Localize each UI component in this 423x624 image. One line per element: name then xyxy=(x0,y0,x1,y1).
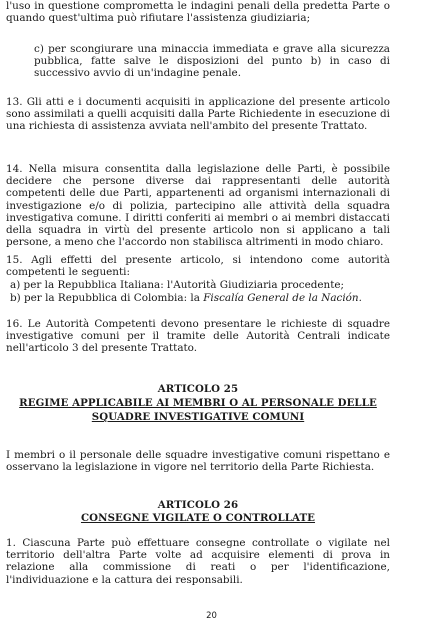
paragraph-13: 13. Gli atti e i documenti acquisiti in applicazione del presente articolo sono assimilati a quelli acquisiti dalla Parte Richiedente in esecuzione di una richiesta di assistenza avviata nell'ambito del presente Trattato. xyxy=(6,96,390,133)
paragraph-16: 16. Le Autorità Competenti devono presentare le richieste di squadre investigative comuni per il tramite delle Autorità Centrali indicate nell'articolo 3 del presente Trattato. xyxy=(6,318,390,355)
article-25-number: ARTICOLO 25 xyxy=(157,383,239,395)
article-26-body: 1. Ciascuna Parte può effettuare consegne controllate o vigilate nel territorio dell'altra Parte volte ad acquisire elementi di prova in relazione alla commissione di reati o per l'identificazione, l'individuazione e la cattura dei responsabili. xyxy=(6,537,390,586)
article-26-title: CONSEGNE VIGILATE O CONTROLLATE xyxy=(80,512,316,524)
paragraph-intro: l'uso in questione comprometta le indagini penali della predetta Parte o quando quest'ultima può rifiutare l'assistenza giudiziaria; xyxy=(6,0,390,25)
article-25-title-line1: REGIME APPLICABILE AI MEMBRI O AL PERSONALE DELLE xyxy=(19,397,377,409)
item-b-suffix: . xyxy=(358,292,362,304)
paragraph-14: 14. Nella misura consentita dalla legislazione delle Parti, è possibile decidere che persone diverse dai rappresentanti delle autorità competenti delle due Parti, appartenenti ad organismi internazionali di investigazione e/o di polizia, partecipino alle attività della squadra investigativa comune. I diritti conferiti ai membri o ai membri distaccati della squadra in virtù del presente articolo non si applicano a tali persone, a meno che l'accordo non stabilisca altrimenti in modo chiaro. xyxy=(6,163,390,249)
article-25-title-line2: SQUADRE INVESTIGATIVE COMUNI xyxy=(91,411,305,423)
paragraph-15-item-b xyxy=(10,292,394,304)
paragraph-15: 15. Agli effetti del presente articolo, si intendono come autorità competenti le seguenti: xyxy=(6,254,390,279)
article-25-body: I membri o il personale delle squadre investigative comuni rispettano e osservano la legislazione in vigore nel territorio della Parte Richiesta. xyxy=(6,449,390,474)
item-b-prefix: b) per la Repubblica di Colombia: la xyxy=(10,292,204,304)
page-number: 20 xyxy=(206,611,217,621)
item-b-institution: Fiscalía General de la Nación xyxy=(203,292,359,304)
article-26-number: ARTICOLO 26 xyxy=(157,499,239,511)
paragraph-15-item-a: a) per la Repubblica Italiana: l'Autorità Giudiziaria procedente; xyxy=(10,279,345,291)
paragraph-point-c: c) per scongiurare una minaccia immediata e grave alla sicurezza pubblica, fatte salve le disposizioni del punto b) in caso di successivo avvio di un'indagine penale. xyxy=(34,43,390,80)
